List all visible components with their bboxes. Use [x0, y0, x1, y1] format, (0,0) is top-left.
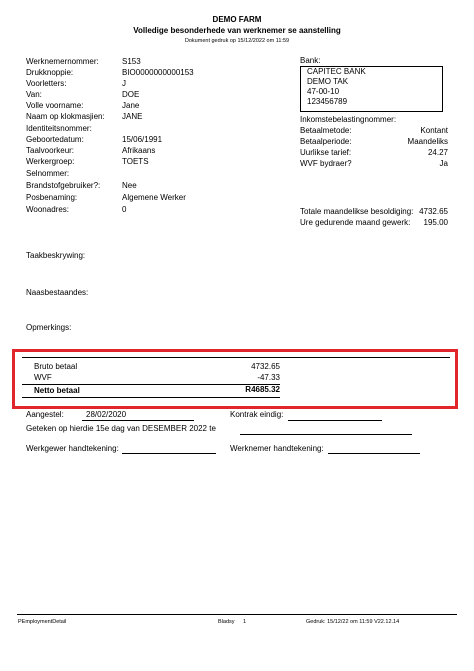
uif-value: -47.33: [257, 373, 280, 382]
field-label: Uurlikse tarief:: [300, 148, 352, 157]
field-label: Werkergroep:: [26, 157, 75, 166]
salary-label: Totale maandelikse besoldiging:: [300, 207, 414, 216]
contract-end-label: Kontrak eindig:: [230, 410, 284, 419]
bank-branch: DEMO TAK: [307, 77, 349, 86]
field-label: WVF bydraer?: [300, 159, 352, 168]
field-value: Kontant: [420, 126, 448, 135]
field-label: Posbenaming:: [26, 193, 78, 202]
appointed-underline: [82, 420, 194, 421]
field-label: Werknemernommer:: [26, 57, 99, 66]
footer-page-label: Bladsy: [218, 619, 235, 625]
field-value: Nee: [122, 181, 137, 190]
field-label: Woonadres:: [26, 205, 69, 214]
salary-value: 4732.65: [419, 207, 448, 216]
document-title: Volledige besonderhede van werknemer se aanstelling: [133, 26, 341, 35]
bank-account-number: 123456789: [307, 97, 348, 106]
field-label: Selnommer:: [26, 169, 70, 178]
field-value: 15/06/1991: [122, 135, 163, 144]
pay-top-rule: [22, 357, 450, 358]
job-description-label: Taakbeskrywing:: [26, 251, 86, 260]
field-value: Ja: [439, 159, 448, 168]
field-value: Afrikaans: [122, 146, 156, 155]
employee-signature-line: [328, 453, 420, 454]
field-value: J: [122, 79, 126, 88]
footer-rule: [17, 614, 457, 615]
employer-signature-label: Werkgewer handtekening:: [26, 444, 119, 453]
net-pay-label: Netto betaal: [34, 386, 80, 395]
field-label: Volle voorname:: [26, 101, 84, 110]
next-of-kin-label: Naasbestaandes:: [26, 288, 89, 297]
field-value: Algemene Werker: [122, 193, 186, 202]
field-value: 24.27: [427, 148, 448, 157]
field-label: Naam op klokmasjien:: [26, 112, 105, 121]
footer-page-number: 1: [243, 619, 247, 625]
bank-branch-code: 47-00-10: [307, 87, 340, 96]
field-value: DOE: [122, 90, 140, 99]
field-value: JANE: [122, 112, 143, 121]
field-label: Brandstofgebruiker?:: [26, 181, 101, 190]
field-value: 0: [122, 205, 127, 214]
contract-end-line: [288, 420, 382, 421]
field-label: Identiteitsnommer:: [26, 124, 92, 133]
pay-bottom-rule: [22, 397, 280, 398]
pay-net-rule: [22, 384, 280, 385]
field-value: TOETS: [122, 157, 149, 166]
signed-statement: Geteken op hierdie 15e dag van DESEMBER 2022 te: [26, 424, 216, 433]
employer-signature-line: [122, 453, 216, 454]
remarks-label: Opmerkings:: [26, 323, 72, 332]
company-name: DEMO FARM: [212, 15, 262, 24]
field-label: Voorletters:: [26, 79, 67, 88]
bank-label: Bank:: [300, 56, 321, 65]
signed-place-line: [240, 434, 412, 435]
field-value: Maandeliks: [407, 137, 448, 146]
field-label: Geboortedatum:: [26, 135, 84, 144]
field-label: Van:: [26, 90, 42, 99]
uif-label: WVF: [34, 373, 52, 382]
field-value: S153: [122, 57, 141, 66]
document-print-date: Dokument gedruk op 15/12/2022 om 11:59: [184, 38, 290, 44]
field-label: Betaalmetode:: [300, 126, 352, 135]
gross-pay-value: 4732.65: [251, 362, 280, 371]
field-label: Betaalperiode:: [300, 137, 352, 146]
hours-label: Ure gedurende maand gewerk:: [300, 218, 411, 227]
field-value: Jane: [122, 101, 140, 110]
appointed-date: 28/02/2020: [86, 410, 127, 419]
field-value: BIO0000000000153: [122, 68, 194, 77]
net-pay-value: R4685.32: [245, 385, 280, 394]
tax-number-label: Inkomstebelastingnommer:: [300, 115, 397, 124]
appointed-label: Aangestel:: [26, 410, 64, 419]
footer-print-info: Gedruk: 15/12/22 om 11:59 V22.12.14: [306, 619, 400, 625]
field-label: Drukknoppie:: [26, 68, 74, 77]
bank-name: CAPITEC BANK: [307, 67, 366, 76]
footer-report-name: PEmploymentDetail: [18, 619, 67, 625]
hours-value: 195.00: [423, 218, 448, 227]
employee-signature-label: Werknemer handtekening:: [230, 444, 324, 453]
pay-summary-highlight: [12, 349, 458, 409]
gross-pay-label: Bruto betaal: [34, 362, 78, 371]
field-label: Taalvoorkeur:: [26, 146, 75, 155]
bank-details-box: [300, 66, 443, 112]
